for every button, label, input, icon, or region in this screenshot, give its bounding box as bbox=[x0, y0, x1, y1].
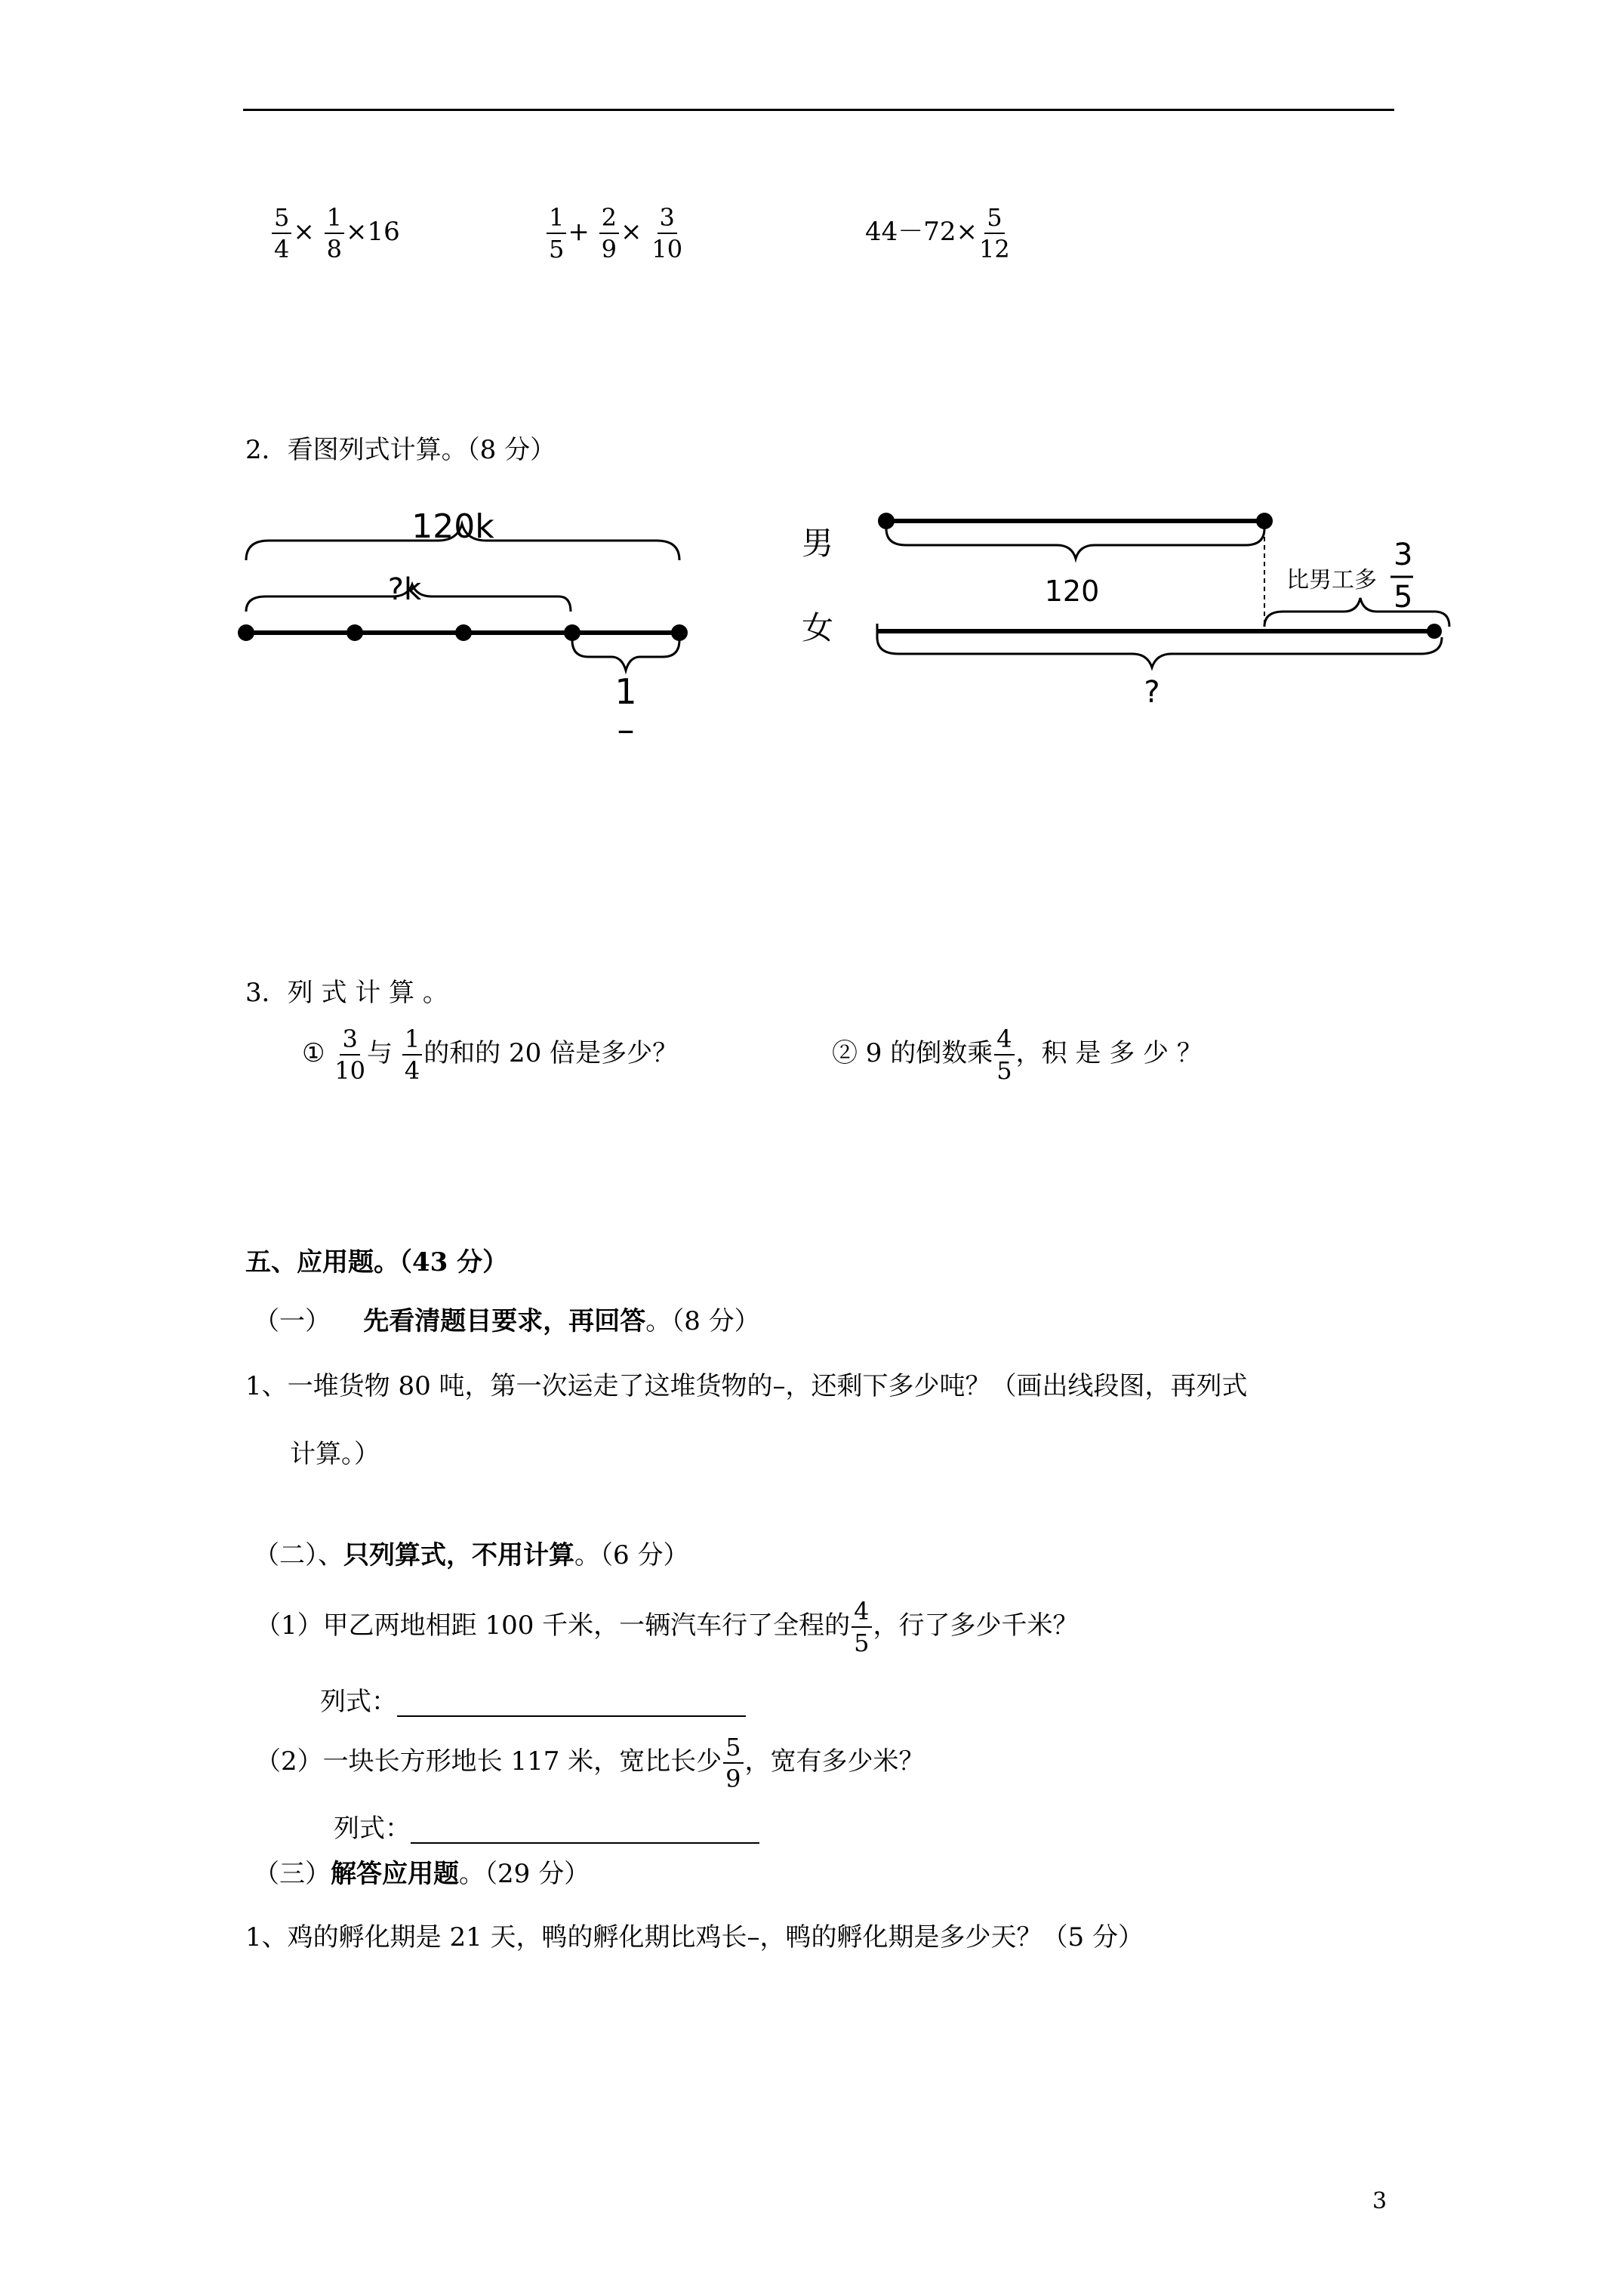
male-value: 120 bbox=[1044, 575, 1100, 608]
male-dot-right bbox=[1256, 513, 1273, 529]
extra-frac-num: 3 bbox=[1394, 538, 1413, 572]
q3-item-2: ② 9 的倒数乘 $\frac{4}{5}$ ，积 是 多 少 ？ bbox=[832, 1025, 1203, 1085]
segment-dot bbox=[564, 624, 581, 641]
q2-left-diagram bbox=[234, 506, 702, 755]
p1-q1-line1: 1、一堆货物 80 吨，第一次运走了这堆货物的–，还剩下多少吨？（画出线段图，再列式 bbox=[245, 1371, 1248, 1401]
extra-label: 比男工多 bbox=[1286, 567, 1377, 593]
brace-bottom-num: 1 bbox=[614, 671, 637, 712]
section5-part3-heading: （三）解答应用题。（29 分） bbox=[254, 1859, 590, 1889]
fraction: $\frac{5}{4}$ bbox=[272, 202, 291, 264]
brace-bottom-den: – bbox=[617, 709, 635, 750]
brace-bottom bbox=[572, 640, 679, 670]
fraction: $\frac{4}{5}$ bbox=[852, 1596, 871, 1658]
fraction: $\frac{1}{8}$ bbox=[325, 202, 344, 264]
male-dot-left bbox=[878, 513, 895, 529]
section5-part1-heading: （一） 先看清题目要求，再回答。（8 分） bbox=[254, 1306, 760, 1336]
q2-title: 2．看图列式计算。（8 分） bbox=[245, 435, 556, 465]
expression-3: 44－72× $\frac{5}{12}$ bbox=[865, 203, 1010, 264]
header-rule bbox=[243, 109, 1394, 111]
female-dot-right bbox=[1427, 624, 1442, 639]
q3-title: 3．列 式 计 算 。 bbox=[245, 978, 448, 1008]
page-number: 3 bbox=[1372, 2188, 1387, 2214]
male-brace bbox=[886, 529, 1264, 559]
segment-dot bbox=[455, 624, 472, 641]
female-brace bbox=[877, 637, 1442, 667]
answer-blank[interactable] bbox=[397, 1691, 746, 1717]
segment-dot bbox=[238, 624, 254, 641]
expression-1: $\frac{5}{4}$ × $\frac{1}{8}$ ×16 bbox=[270, 202, 400, 264]
fraction: $\frac{2}{9}$ bbox=[599, 202, 619, 264]
answer-blank[interactable] bbox=[411, 1818, 759, 1844]
extra-frac-den: 5 bbox=[1394, 580, 1413, 615]
segment-dot bbox=[671, 624, 688, 641]
label-male: 男 bbox=[802, 525, 834, 562]
fraction: $\frac{4}{5}$ bbox=[994, 1024, 1014, 1086]
p2-q2-answer: 列式： bbox=[334, 1814, 759, 1844]
brace-mid-label: ?k bbox=[387, 572, 422, 607]
brace-top-label: 120k bbox=[411, 507, 494, 546]
section5-part2-heading: （二）、只列算式，不用计算。（6 分） bbox=[254, 1540, 689, 1570]
p3-q1: 1、鸡的孵化期是 21 天，鸭的孵化期比鸡长–，鸭的孵化期是多少天？（5 分） bbox=[245, 1922, 1144, 1952]
fraction: $\frac{5}{12}$ bbox=[979, 203, 1010, 264]
fraction: $\frac{5}{9}$ bbox=[723, 1732, 743, 1794]
extra-brace bbox=[1264, 598, 1449, 627]
fraction: $\frac{3}{10}$ bbox=[651, 203, 683, 264]
fraction: $\frac{1}{5}$ bbox=[547, 202, 566, 264]
label-female: 女 bbox=[802, 609, 834, 646]
fraction: $\frac{3}{10}$ bbox=[334, 1025, 366, 1085]
p2-q2: （2）一块长方形地长 117 米，宽比长少 $\frac{5}{9}$ ，宽有多少米？ bbox=[255, 1733, 925, 1793]
female-question: ? bbox=[1144, 675, 1160, 710]
segment-dot bbox=[346, 624, 363, 641]
p1-q1-line2: 计算。） bbox=[290, 1439, 380, 1469]
expression-2: $\frac{1}{5}$ + $\frac{2}{9}$ × $\frac{3}{10}$ bbox=[545, 202, 684, 264]
p2-q1: （1）甲乙两地相距 100 千米，一辆汽车行了全程的 $\frac{4}{5}$ ，行了多少千米？ bbox=[255, 1597, 1079, 1657]
q2-right-diagram bbox=[793, 498, 1472, 717]
fraction: $\frac{1}{4}$ bbox=[402, 1024, 422, 1086]
section5-title: 五、应用题。（43 分） bbox=[245, 1247, 509, 1277]
q3-item-1: ① $\frac{3}{10}$ 与 $\frac{1}{4}$ 的和的 20 倍是多少？ bbox=[302, 1025, 679, 1085]
p2-q1-answer: 列式： bbox=[320, 1687, 746, 1717]
